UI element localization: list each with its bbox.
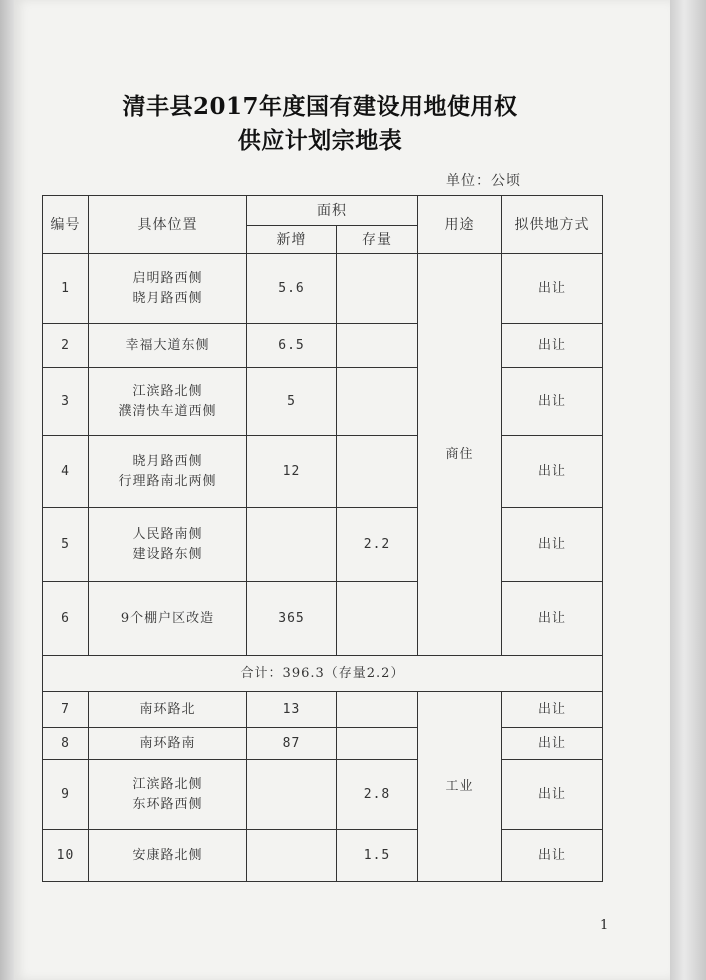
row-location: 9个棚户区改造 bbox=[89, 582, 247, 656]
row-id: 4 bbox=[43, 436, 89, 508]
row-new bbox=[247, 760, 337, 830]
row-location: 江滨路北侧 濮清快车道西侧 bbox=[89, 368, 247, 436]
row-method: 出让 bbox=[502, 508, 603, 582]
row-method: 出让 bbox=[502, 324, 603, 368]
table-row bbox=[43, 692, 603, 728]
row-id: 1 bbox=[43, 254, 89, 324]
row-id: 5 bbox=[43, 508, 89, 582]
row-stock bbox=[337, 254, 418, 324]
table-row bbox=[43, 324, 603, 368]
row-method: 出让 bbox=[502, 760, 603, 830]
row-location: 晓月路西侧 行理路南北两侧 bbox=[89, 436, 247, 508]
table-row bbox=[43, 760, 603, 830]
row-id: 3 bbox=[43, 368, 89, 436]
unit-label: 单位：公顷 bbox=[446, 173, 521, 189]
row-new: 87 bbox=[247, 728, 337, 760]
row-use-industrial: 工业 bbox=[418, 692, 502, 882]
table-row bbox=[43, 254, 603, 324]
table-row bbox=[43, 368, 603, 436]
row-method: 出让 bbox=[502, 436, 603, 508]
row-id: 6 bbox=[43, 582, 89, 656]
table-row bbox=[43, 436, 603, 508]
row-id: 7 bbox=[43, 692, 89, 728]
header-area: 面积 bbox=[247, 196, 418, 226]
row-location: 幸福大道东侧 bbox=[89, 324, 247, 368]
row-new: 365 bbox=[247, 582, 337, 656]
header-new: 新增 bbox=[247, 226, 337, 254]
page-number: 1 bbox=[600, 918, 609, 933]
row-stock bbox=[337, 368, 418, 436]
row-new: 6.5 bbox=[247, 324, 337, 368]
header-use: 用途 bbox=[418, 196, 502, 254]
row-method: 出让 bbox=[502, 368, 603, 436]
row-stock bbox=[337, 692, 418, 728]
row-location: 江滨路北侧 东环路西侧 bbox=[89, 760, 247, 830]
document-title: 清丰县2017年度国有建设用地使用权 bbox=[122, 93, 518, 120]
table-row bbox=[43, 508, 603, 582]
table-row bbox=[43, 728, 603, 760]
row-stock: 1.5 bbox=[337, 830, 418, 882]
header-id: 编号 bbox=[43, 196, 89, 254]
row-new: 5 bbox=[247, 368, 337, 436]
document-subtitle: 供应计划宗地表 bbox=[237, 127, 403, 154]
row-stock bbox=[337, 436, 418, 508]
page-edge-right bbox=[670, 0, 706, 980]
table-row bbox=[43, 830, 603, 882]
row-location: 南环路北 bbox=[89, 692, 247, 728]
row-location: 人民路南侧 建设路东侧 bbox=[89, 508, 247, 582]
table-row bbox=[43, 582, 603, 656]
row-new: 5.6 bbox=[247, 254, 337, 324]
row-stock bbox=[337, 728, 418, 760]
row-location: 启明路西侧 晓月路西侧 bbox=[89, 254, 247, 324]
row-new bbox=[247, 508, 337, 582]
subtotal-text: 合计：396.3（存量2.2） bbox=[43, 656, 603, 692]
header-method: 拟供地方式 bbox=[502, 196, 603, 254]
row-new: 13 bbox=[247, 692, 337, 728]
land-supply-table bbox=[42, 195, 603, 882]
page-edge-left bbox=[0, 0, 14, 980]
row-stock bbox=[337, 582, 418, 656]
row-location: 安康路北侧 bbox=[89, 830, 247, 882]
subtotal-row bbox=[43, 656, 603, 692]
row-stock: 2.8 bbox=[337, 760, 418, 830]
row-id: 10 bbox=[43, 830, 89, 882]
row-new: 12 bbox=[247, 436, 337, 508]
row-use-commercial: 商住 bbox=[418, 254, 502, 656]
header-location: 具体位置 bbox=[89, 196, 247, 254]
row-method: 出让 bbox=[502, 728, 603, 760]
row-method: 出让 bbox=[502, 254, 603, 324]
row-stock bbox=[337, 324, 418, 368]
row-method: 出让 bbox=[502, 692, 603, 728]
row-location: 南环路南 bbox=[89, 728, 247, 760]
row-id: 9 bbox=[43, 760, 89, 830]
row-method: 出让 bbox=[502, 830, 603, 882]
row-method: 出让 bbox=[502, 582, 603, 656]
row-id: 2 bbox=[43, 324, 89, 368]
row-stock: 2.2 bbox=[337, 508, 418, 582]
row-new bbox=[247, 830, 337, 882]
row-id: 8 bbox=[43, 728, 89, 760]
header-stock: 存量 bbox=[337, 226, 418, 254]
